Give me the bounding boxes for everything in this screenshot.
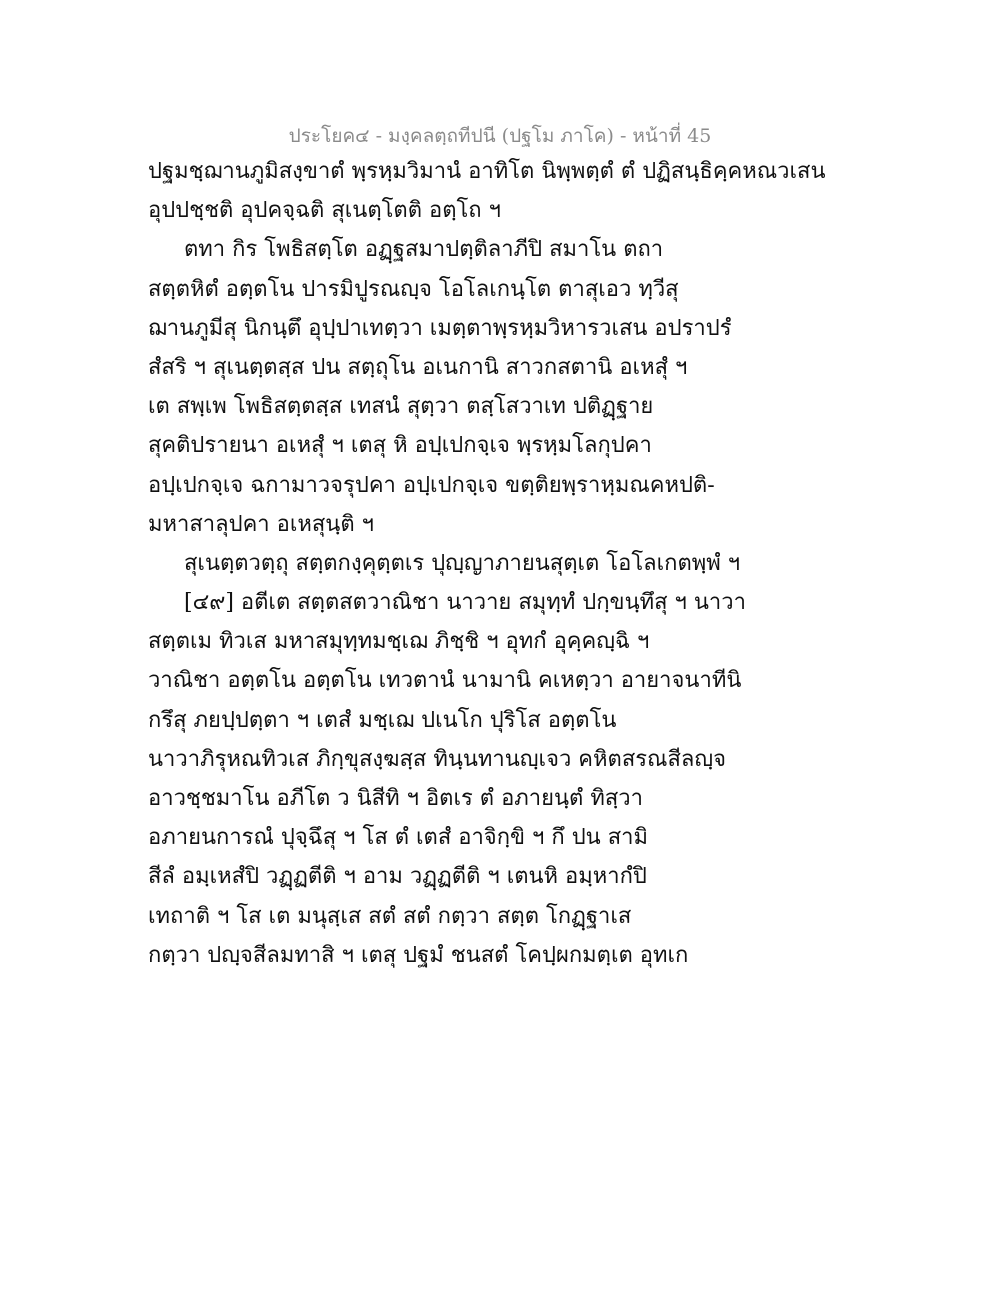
- paragraph-start-line: ตทา กิร โพธิสตฺโต อฏฺฐสมาปตฺติลาภีปิ สมาโน ตถา: [184, 237, 664, 263]
- text-line: เต สพฺเพ โพธิสตฺตสฺส เทสนํ สุตฺวา ตสฺโสวาเท ปติฏฺฐาย: [148, 394, 654, 420]
- text-line: ฌานภูมีสุ นิกนฺตึ อุปฺปาเทตฺวา เมตฺตาพฺรหฺมวิหารวเสน อปราปรํ: [148, 315, 732, 341]
- paragraph-start-line: [๔๙] อตีเต สตฺตสตวาณิชา นาวาย สมุทฺทํ ปกฺขนฺทึสุ ฯ นาวา: [184, 590, 746, 616]
- text-line: สตฺตหิตํ อตฺตโน ปารมิปูรณญฺจ โอโลเกนฺโต ตาสุเอว ทฺวีสุ: [148, 276, 679, 302]
- text-line: มหาสาลุปคา อเหสุนฺติ ฯ: [148, 511, 374, 537]
- text-line: นาวาภิรุหณทิวเส ภิกฺขุสงฺฆสฺส ทินฺนทานญฺเจว คหิตสรณสีลญฺจ: [148, 746, 727, 772]
- text-line: สีลํ อมฺเหสํปิ วฏฺฏตีติ ฯ อาม วฏฺฏตีติ ฯ เตนหิ อมฺหากํปิ: [148, 864, 647, 890]
- text-line: สํสริ ฯ สุเนตฺตสฺส ปน สตฺถุโน อเนกานิ สาวกสตานิ อเหสุํ ฯ: [148, 354, 688, 380]
- text-line: ปฐมชฺฌานภูมิสงฺขาตํ พฺรหฺมวิมานํ อาทิโต นิพฺพตฺตํ ตํ ปฏิสนฺธิคฺคหณวเสน: [148, 159, 826, 184]
- text-line: อภายนการณํ ปุจฺฉึสุ ฯ โส ตํ เตสํ อาจิกฺขิ ฯ กึ ปน สามิ: [148, 825, 648, 851]
- paragraph-start-line: สุเนตฺตวตฺถุ สตฺตกงฺคุตฺตเร ปุญฺญาภายนสุตฺเต โอโลเกตพฺพํ ฯ: [184, 550, 741, 576]
- text-line: สุคติปรายนา อเหสุํ ฯ เตสุ หิ อปฺเปกจฺเจ พฺรหฺมโลกุปคา: [148, 433, 652, 459]
- text-line: เทถาติ ฯ โส เต มนุสฺเส สตํ สตํ กตฺวา สตฺต โกฏฺฐาเส: [148, 903, 632, 929]
- text-line: กตฺวา ปญฺจสีลมทาสิ ฯ เตสุ ปฐมํ ชนสตํ โคปฺผกมตฺเต อุทเก: [148, 942, 689, 968]
- body-text: [148, 152, 868, 975]
- text-line: กรึสุ ภยปฺปตฺตา ฯ เตสํ มชฺเฌ ปเนโก ปุริโส อตฺตโน: [148, 707, 617, 733]
- text-line: อาวชฺชมาโน อภีโต ว นิสีทิ ฯ อิตเร ตํ อภายนฺตํ ทิสฺวา: [148, 786, 643, 811]
- text-line: วาณิชา อตฺตโน อตฺตโน เทวตานํ นามานิ คเหตฺวา อายาจนาทีนิ: [148, 668, 742, 694]
- text-line: อุปปชฺชติ อุปคจฺฉติ สุเนตฺโตติ อตฺโถ ฯ: [148, 198, 501, 224]
- page-header: ประโยค๔ - มงฺคลตฺถทีปนี (ปฐโม ภาโค) - หน้าที่ 45: [288, 125, 712, 147]
- text-line: สตฺตเม ทิวเส มหาสมุทฺทมชฺเฌ ภิชฺชิ ฯ อุทกํ อุคฺคญฺฉิ ฯ: [148, 629, 650, 655]
- text-line: อปฺเปกจฺเจ ฉกามาวจรุปคา อปฺเปกจฺเจ ขตฺติยพฺราหฺมณคหปติ-: [148, 472, 715, 498]
